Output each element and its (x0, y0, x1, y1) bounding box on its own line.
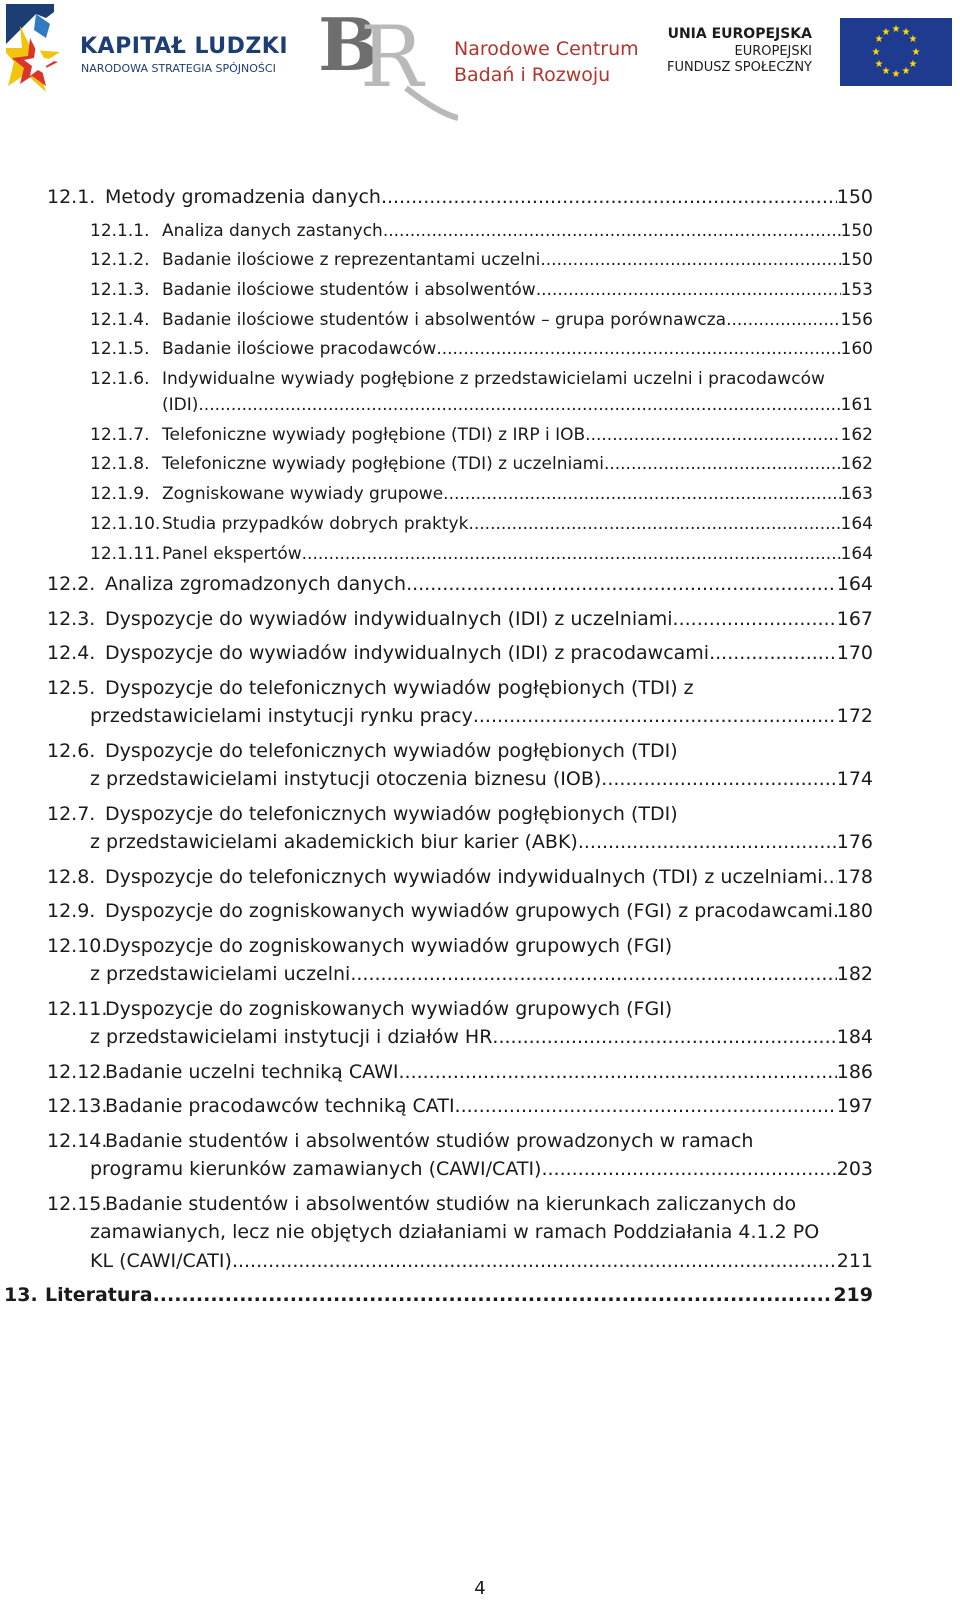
eu-logo (652, 14, 952, 86)
toc-entry-number: 12.13. (47, 1095, 108, 1118)
svg-text:★: ★ (874, 34, 884, 45)
svg-text:★: ★ (871, 47, 881, 58)
toc-entry-title: Literatura (45, 1284, 153, 1307)
toc-dot-leader (604, 454, 841, 474)
toc-entry-title: Indywidualne wywiady pogłębione z przedstawicielami uczelni i pracodawców (162, 369, 825, 389)
svg-text:★: ★ (901, 66, 911, 77)
toc-entry-line (162, 395, 873, 415)
toc-entry-title: Badanie ilościowe studentów i absolwentów (162, 279, 536, 300)
svg-text:★: ★ (881, 66, 891, 77)
toc-entry-line (90, 705, 873, 727)
toc-entry-title: Badanie pracodawców techniką CATI (105, 1095, 455, 1118)
toc-entry-title: przedstawicielami instytucji rynku pracy (90, 705, 473, 728)
toc-entry-title: Dyspozycje do telefonicznych wywiadów pogłębionych (TDI) (105, 802, 678, 825)
svg-text:★: ★ (911, 47, 921, 58)
toc-page-number: 211 (836, 1249, 873, 1272)
toc-entry-title: programu kierunków zamawianych (CAWI/CATI) (90, 1158, 542, 1181)
toc-dot-leader (350, 963, 836, 985)
toc-dot-leader (540, 250, 840, 270)
toc-dot-leader (302, 544, 841, 564)
svg-text:★: ★ (908, 59, 918, 70)
toc-entry-title: Dyspozycje do telefonicznych wywiadów indywidualnych (TDI) z uczelniami (105, 865, 823, 888)
toc-dot-leader (455, 1095, 837, 1117)
toc-entry-title: Badanie ilościowe studentów i absolwentów – grupa porównawcza (162, 309, 727, 330)
svg-text:★: ★ (891, 24, 901, 35)
toc-page-number: 150 (836, 186, 873, 208)
toc-entry-line (47, 642, 873, 664)
toc-entry-title: Badanie ilościowe pracodawców (162, 339, 437, 360)
toc-entry-title: Metody gromadzenia danych (105, 186, 381, 208)
toc-entry-title: Badanie uczelni techniką CAWI (105, 1060, 399, 1083)
toc-page-number: 197 (836, 1095, 873, 1118)
toc-entry-line (90, 221, 873, 241)
toc-entry-title: z przedstawicielami instytucji i działów HR (90, 1026, 493, 1049)
toc-dot-leader (198, 395, 840, 415)
toc-dot-leader (585, 425, 840, 445)
ncbr-name-line2: Badań i Rozwoju (454, 64, 611, 86)
toc-entry-number: 12.15. (47, 1192, 108, 1215)
toc-entry-number: 12.1. (47, 186, 96, 208)
toc-page-number: 184 (836, 1026, 873, 1049)
toc-entry-number: 12.1.3. (90, 279, 150, 300)
toc-entry-line (90, 831, 873, 853)
eu-flag-icon (840, 18, 952, 86)
toc-entry-number: 12.7. (47, 802, 96, 825)
toc-entry-line (90, 1221, 819, 1243)
toc-page-number: 162 (840, 454, 873, 475)
toc-entry-number: 12.3. (47, 607, 96, 630)
toc-entry-title: (IDI) (162, 395, 199, 415)
toc-entry-line (90, 768, 873, 790)
toc-entry-title: Analiza danych zastanych (162, 220, 383, 241)
toc-entry-number: 12.1.2. (90, 250, 150, 271)
toc-entry-number: 12.11. (47, 997, 108, 1020)
kapital-ludzki-star-icon (6, 4, 72, 92)
toc-page-number: 164 (840, 543, 873, 564)
toc-page-number: 162 (840, 424, 873, 445)
toc-page-number: 178 (836, 865, 873, 888)
toc-entry-number: 12.1.8. (90, 454, 150, 475)
toc-entry-line (47, 573, 873, 595)
toc-entry-title: Dyspozycje do zogniskowanych wywiadów grupowych (FGI) z pracodawcami (105, 900, 833, 923)
toc-page-number: 161 (840, 395, 873, 415)
toc-page-number: 156 (840, 309, 873, 330)
toc-entry-line (90, 1026, 873, 1048)
svg-text:★: ★ (891, 69, 901, 80)
toc-entry-line (47, 1130, 753, 1152)
toc-entry-title: KL (CAWI/CATI) (90, 1249, 232, 1272)
toc-entry-title: Dyspozycje do zogniskowanych wywiadów grupowych (FGI) (105, 997, 673, 1020)
toc-dot-leader (536, 280, 841, 300)
toc-dot-leader (406, 573, 837, 595)
toc-entry-line (90, 514, 873, 534)
toc-entry-title: z przedstawicielami instytucji otoczenia biznesu (IOB) (90, 768, 602, 791)
toc-entry-title: Telefoniczne wywiady pogłębione (TDI) z uczelniami (162, 454, 604, 475)
toc-entry-title: Badanie studentów i absolwentów studiów na kierunkach zaliczanych do (105, 1192, 797, 1215)
toc-entry-number: 12.12. (47, 1060, 108, 1083)
toc-entry-title: Dyspozycje do wywiadów indywidualnych (IDI) z uczelniami (105, 607, 673, 630)
toc-dot-leader (398, 1061, 836, 1083)
toc-dot-leader (709, 642, 837, 664)
toc-dot-leader (468, 514, 840, 534)
ncbr-mark-icon (318, 8, 458, 124)
toc-dot-leader (383, 221, 841, 241)
toc-entry-line (47, 803, 678, 825)
toc-entry-line (90, 310, 873, 330)
toc-entry-line (90, 963, 873, 985)
toc-entry-line (47, 1061, 873, 1083)
toc-entry-number: 12.10. (47, 934, 108, 957)
toc-entry-line (47, 186, 873, 208)
svg-text:B: B (318, 8, 379, 87)
toc-entry-title: Badanie studentów i absolwentów studiów prowadzonych w ramach (105, 1129, 754, 1152)
toc-entry-line (47, 608, 873, 630)
eu-name-line3: FUNDUSZ SPOŁECZNY (666, 60, 812, 75)
toc-entry-line (47, 998, 672, 1020)
toc-entry-title: Studia przypadków dobrych praktyk (162, 513, 469, 534)
toc-page-number: 164 (840, 513, 873, 534)
toc-dot-leader (726, 310, 840, 330)
toc-dot-leader (578, 831, 837, 853)
toc-entry-title: Badanie ilościowe z reprezentantami uczelni (162, 250, 541, 271)
toc-entry-title: Dyspozycje do wywiadów indywidualnych (IDI) z pracodawcami (105, 642, 710, 665)
toc-page-number: 150 (840, 220, 873, 241)
eu-name-line1: UNIA EUROPEJSKA (667, 26, 812, 42)
toc-entry-number: 12.2. (47, 573, 96, 596)
toc-entry-title: zamawianych, lecz nie objętych działaniami w ramach Poddziałania 4.1.2 PO (90, 1221, 820, 1244)
toc-page-number: 153 (840, 279, 873, 300)
toc-entry-title: Dyspozycje do telefonicznych wywiadów pogłębionych (TDI) z (105, 676, 694, 699)
toc-entry-line (90, 280, 873, 300)
toc-dot-leader (473, 705, 837, 727)
toc-entry-number: 12.1.5. (90, 339, 150, 360)
toc-entry-line (47, 866, 873, 888)
toc-entry-number: 12.1.11. (90, 543, 161, 564)
kapital-ludzki-logo (6, 4, 296, 92)
toc-page-number: 180 (836, 900, 873, 923)
toc-page-number: 182 (836, 963, 873, 986)
ncbr-name-line1: Narodowe Centrum (454, 38, 639, 60)
toc-dot-leader (492, 1026, 836, 1048)
toc-entry-line (4, 1284, 873, 1306)
toc-dot-leader (232, 1250, 837, 1272)
toc-entry-line (90, 484, 873, 504)
toc-entry-title: Telefoniczne wywiady pogłębione (TDI) z IRP i IOB (162, 424, 586, 445)
svg-text:R: R (360, 8, 424, 106)
toc-page-number: 150 (840, 250, 873, 271)
toc-entry-line (90, 544, 873, 564)
toc-entry-number: 12.1.10. (90, 513, 161, 534)
toc-entry-line (90, 250, 873, 270)
toc-dot-leader (673, 608, 837, 630)
toc-page-number: 163 (840, 484, 873, 505)
svg-text:★: ★ (901, 27, 911, 38)
toc-entry-line (47, 1095, 873, 1117)
toc-entry-number: 13. (4, 1284, 38, 1307)
toc-entry-title: Dyspozycje do zogniskowanych wywiadów grupowych (FGI) (105, 934, 673, 957)
toc-page-number: 172 (836, 705, 873, 728)
toc-entry-title: z przedstawicielami uczelni (90, 963, 351, 986)
toc-entry-line (90, 425, 873, 445)
toc-entry-number: 12.1.4. (90, 309, 150, 330)
toc-entry-number: 12.1.9. (90, 484, 150, 505)
toc-entry-line (47, 1193, 796, 1215)
toc-entry-number: 12.5. (47, 676, 96, 699)
toc-dot-leader (436, 339, 840, 359)
kapital-ludzki-subtitle: NARODOWA STRATEGIA SPÓJNOŚCI (81, 62, 276, 75)
toc-page-number: 174 (836, 768, 873, 791)
toc-entry-title: Panel ekspertów (162, 543, 302, 564)
toc-entry-number: 12.8. (47, 865, 96, 888)
toc-entry-number: 12.1.7. (90, 424, 150, 445)
toc-entry-number: 12.14. (47, 1129, 108, 1152)
toc-dot-leader (823, 866, 837, 888)
toc-entry-title: z przedstawicielami akademickich biur karier (ABK) (90, 831, 578, 854)
toc-page-number: 203 (836, 1158, 873, 1181)
page-header (0, 0, 960, 130)
toc-entry-number: 12.1.6. (90, 369, 150, 389)
toc-page-number: 160 (840, 339, 873, 360)
toc-entry-line (90, 1158, 873, 1180)
toc-page-number: 176 (836, 831, 873, 854)
toc-entry-number: 12.4. (47, 642, 96, 665)
toc-entry-line (47, 677, 694, 699)
toc-dot-leader (153, 1284, 834, 1306)
toc-page-number: 219 (833, 1284, 873, 1307)
svg-text:★: ★ (908, 34, 918, 45)
kapital-ludzki-title: KAPITAŁ LUDZKI (80, 34, 289, 59)
toc-entry-number: 12.1.1. (90, 220, 150, 241)
ncbr-logo (318, 8, 648, 124)
toc-page-number: 167 (836, 607, 873, 630)
toc-dot-leader (541, 1158, 836, 1180)
toc-dot-leader (443, 484, 840, 504)
toc-entry-title: Analiza zgromadzonych danych (105, 573, 407, 596)
toc-page-number: 186 (836, 1060, 873, 1083)
toc-entry-line (47, 935, 672, 957)
toc-entry-number: 12.6. (47, 739, 96, 762)
toc-entry-number: 12.9. (47, 900, 96, 923)
toc-dot-leader (601, 768, 836, 790)
toc-dot-leader (381, 186, 837, 208)
page-number: 4 (474, 1578, 486, 1599)
toc-entry-title: Dyspozycje do telefonicznych wywiadów pogłębionych (TDI) (105, 739, 678, 762)
eu-name-line2: EUROPEJSKI (734, 44, 812, 59)
svg-text:★: ★ (874, 59, 884, 70)
toc-entry-title: Zogniskowane wywiady grupowe (162, 484, 444, 505)
toc-entry-line (47, 900, 873, 922)
toc-page-number: 170 (836, 642, 873, 665)
toc-entry-line (90, 369, 825, 389)
toc-entry-line (90, 339, 873, 359)
toc-page-number: 164 (836, 573, 873, 596)
toc-entry-line (90, 1250, 873, 1272)
svg-text:★: ★ (881, 27, 891, 38)
toc-entry-line (90, 454, 873, 474)
toc-entry-line (47, 740, 678, 762)
